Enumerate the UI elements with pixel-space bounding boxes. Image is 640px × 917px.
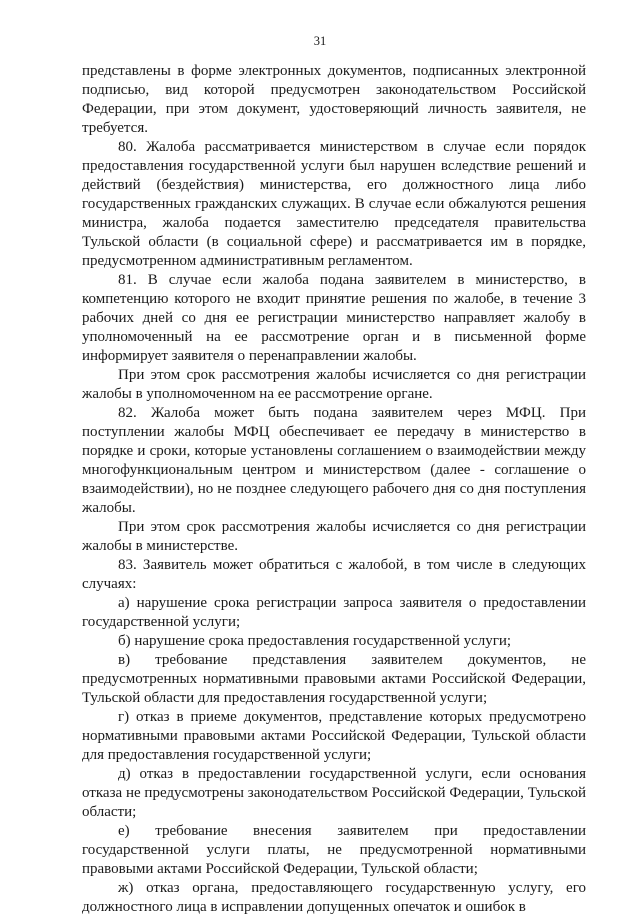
paragraph-83: 83. Заявитель может обратиться с жалобой, в том числе в следующих случаях:	[82, 557, 586, 592]
paragraph: При этом срок рассмотрения жалобы исчисляется со дня регистрации жалобы в уполномоченном на ее рассмотрение органе.	[82, 367, 586, 402]
paragraph-80: 80. Жалоба рассматривается министерством в случае если порядок предоставления государственной услуги был нарушен вследствие решений и действий (бездействия) министерства, его должностного лица либо государственных гражданских служащих. В случае если обжалуются решения министра, жалоба подается заместителю председателя правительства Тульской области (в социальной сфере) и рассматривается им в порядке, предусмотренном административным регламентом.	[82, 139, 586, 269]
page-number: 31	[313, 34, 327, 48]
list-item-e: е) требование внесения заявителем при предоставлении государственной услуги платы, не предусмотренной нормативными правовыми актами Российской Федерации, Тульской области;	[82, 823, 586, 877]
list-item-g: г) отказ в приеме документов, представление которых предусмотрено нормативными правовыми актами Российской Федерации, Тульской области для предоставления государственной услуги;	[82, 709, 586, 763]
paragraph: представлены в форме электронных документов, подписанных электронной подписью, вид которой предусмотрен законодательством Российской Федерации, при этом документ, удостоверяющий личность заявителя, не требуется.	[82, 63, 586, 136]
list-item-v: в) требование представления заявителем документов, не предусмотренных нормативными правовыми актами Российской Федерации, Тульской области для предоставления государственной услуги;	[82, 652, 586, 706]
paragraph-81: 81. В случае если жалоба подана заявителем в министерство, в компетенцию которого не входит принятие решения по жалобе, в течение 3 рабочих дней со дня ее регистрации министерство направляет жалобу в уполномоченный на ее рассмотрение орган и в письменной форме информирует заявителя о перенаправлении жалобы.	[82, 272, 586, 364]
list-item-d: д) отказ в предоставлении государственной услуги, если основания отказа не предусмотрены законодательством Российской Федерации, Тульской области;	[82, 766, 586, 820]
list-item-zh: ж) отказ органа, предоставляющего государственную услугу, его должностного лица в исправлении допущенных опечаток и ошибок в	[82, 880, 586, 915]
document-body	[82, 62, 586, 917]
paragraph: При этом срок рассмотрения жалобы исчисляется со дня регистрации жалобы в министерстве.	[82, 519, 586, 554]
list-item-a: а) нарушение срока регистрации запроса заявителя о предоставлении государственной услуги;	[82, 595, 586, 630]
list-item-b: б) нарушение срока предоставления государственной услуги;	[118, 633, 512, 649]
paragraph-82: 82. Жалоба может быть подана заявителем через МФЦ. При поступлении жалобы МФЦ обеспечивает ее передачу в министерство в порядке и сроки, которые установлены соглашением о взаимодействии между многофункциональным центром и министерством (далее - соглашение о взаимодействии), но не позднее следующего рабочего дня со дня поступления жалобы.	[82, 405, 586, 516]
